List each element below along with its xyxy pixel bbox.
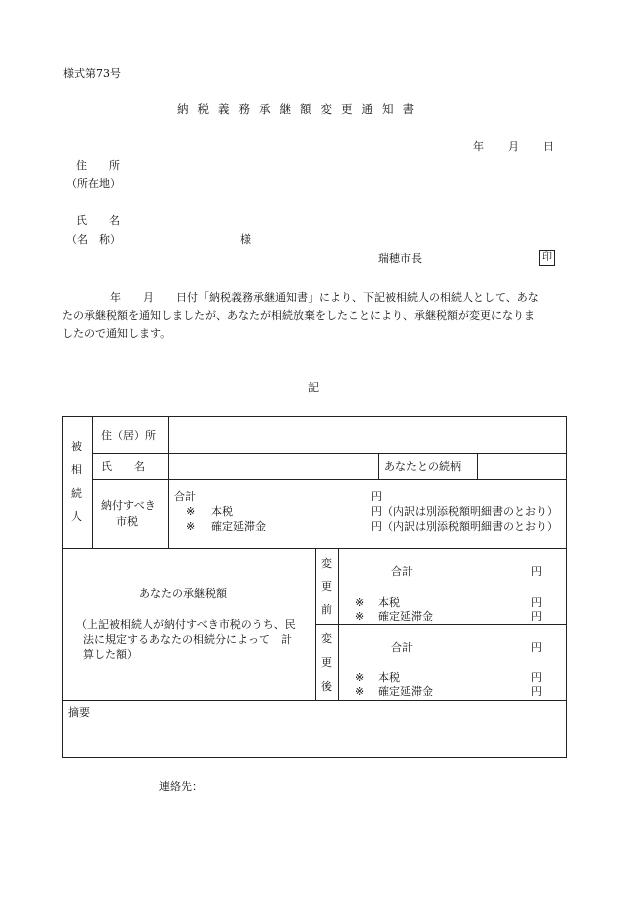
- your-tax-desc-line-3: 算した額）: [83, 648, 138, 661]
- form-number: 様式第73号: [63, 67, 121, 80]
- issuer-title: 瑞穂市長: [378, 252, 422, 265]
- decedent-main-tax-label: 本税: [211, 505, 233, 518]
- note-mark: ※: [186, 505, 196, 518]
- address-label: 住 所: [76, 159, 120, 172]
- decedent-name-label: 氏 名: [101, 460, 145, 473]
- date-year: 年: [473, 140, 484, 153]
- decedent-late-fee-note: 円（内訳は別添税額明細書のとおり）: [371, 520, 558, 533]
- your-tax-label: あなたの承継税額: [139, 587, 227, 600]
- residence-label: 住（居）所: [101, 429, 156, 442]
- after-main-tax-label: 本税: [378, 671, 400, 684]
- decedent-late-fee-label: 確定延滞金: [211, 520, 266, 533]
- note-mark: ※: [355, 671, 365, 684]
- before-char-2: 更: [321, 580, 332, 593]
- remarks-label: 摘要: [68, 706, 90, 719]
- honorific: 様: [240, 233, 251, 246]
- body-line-2: たの承継税額を通知しましたが、あなたが相続放棄をしたことにより、承継税額が変更になりま: [62, 309, 535, 322]
- after-char-1: 変: [321, 632, 332, 645]
- address-sub-label: （所在地）: [66, 177, 121, 190]
- note-mark: ※: [355, 610, 365, 623]
- your-tax-desc-line-2: 法に規定するあなたの相続分によって 計: [83, 633, 292, 646]
- ki-heading: 記: [308, 381, 319, 394]
- before-late-fee-label: 確定延滞金: [378, 610, 433, 623]
- before-total-label: 合計: [391, 565, 413, 578]
- body-line-1: 年 月 日付「納税義務承継通知書」により、下記被相続人の相続人として、あな: [110, 291, 539, 304]
- before-main-tax-label: 本税: [378, 596, 400, 609]
- seal-mark: 印: [539, 250, 555, 266]
- before-late-fee-yen: 円: [531, 610, 542, 623]
- after-late-fee-yen: 円: [531, 685, 542, 698]
- name-sub-label: （名 称）: [66, 233, 121, 246]
- decedent-total-label: 合計: [174, 490, 196, 503]
- before-total-yen: 円: [531, 565, 542, 578]
- decedent-char-2: 相: [71, 463, 82, 476]
- document-title: 納税義務承継額変更通知書: [177, 102, 423, 116]
- decedent-char-1: 被: [71, 440, 82, 453]
- after-total-label: 合計: [391, 641, 413, 654]
- after-char-3: 後: [321, 680, 332, 693]
- name-label: 氏 名: [76, 214, 120, 227]
- before-main-tax-yen: 円: [531, 596, 542, 609]
- date-day: 日: [543, 140, 554, 153]
- decedent-main-tax-note: 円（内訳は別添税額明細書のとおり）: [371, 505, 558, 518]
- contact-label: 連絡先：: [159, 780, 203, 793]
- decedent-char-4: 人: [71, 510, 82, 523]
- after-char-2: 更: [321, 656, 332, 669]
- decedent-total-yen: 円: [371, 490, 382, 503]
- date-month: 月: [508, 140, 519, 153]
- before-char-3: 前: [321, 603, 332, 616]
- decedent-char-3: 続: [71, 487, 82, 500]
- note-mark: ※: [186, 520, 196, 533]
- note-mark: ※: [355, 685, 365, 698]
- body-line-3: したので通知します。: [62, 327, 172, 340]
- note-mark: ※: [355, 596, 365, 609]
- tax-label-line-2: 市税: [116, 515, 138, 528]
- tax-label-line-1: 納付すべき: [101, 499, 156, 512]
- before-char-1: 変: [321, 557, 332, 570]
- after-total-yen: 円: [531, 641, 542, 654]
- after-main-tax-yen: 円: [531, 671, 542, 684]
- your-tax-desc-line-1: （上記被相続人が納付すべき市税のうち、民: [76, 618, 296, 631]
- relationship-label: あなたとの続柄: [384, 460, 461, 473]
- after-late-fee-label: 確定延滞金: [378, 685, 433, 698]
